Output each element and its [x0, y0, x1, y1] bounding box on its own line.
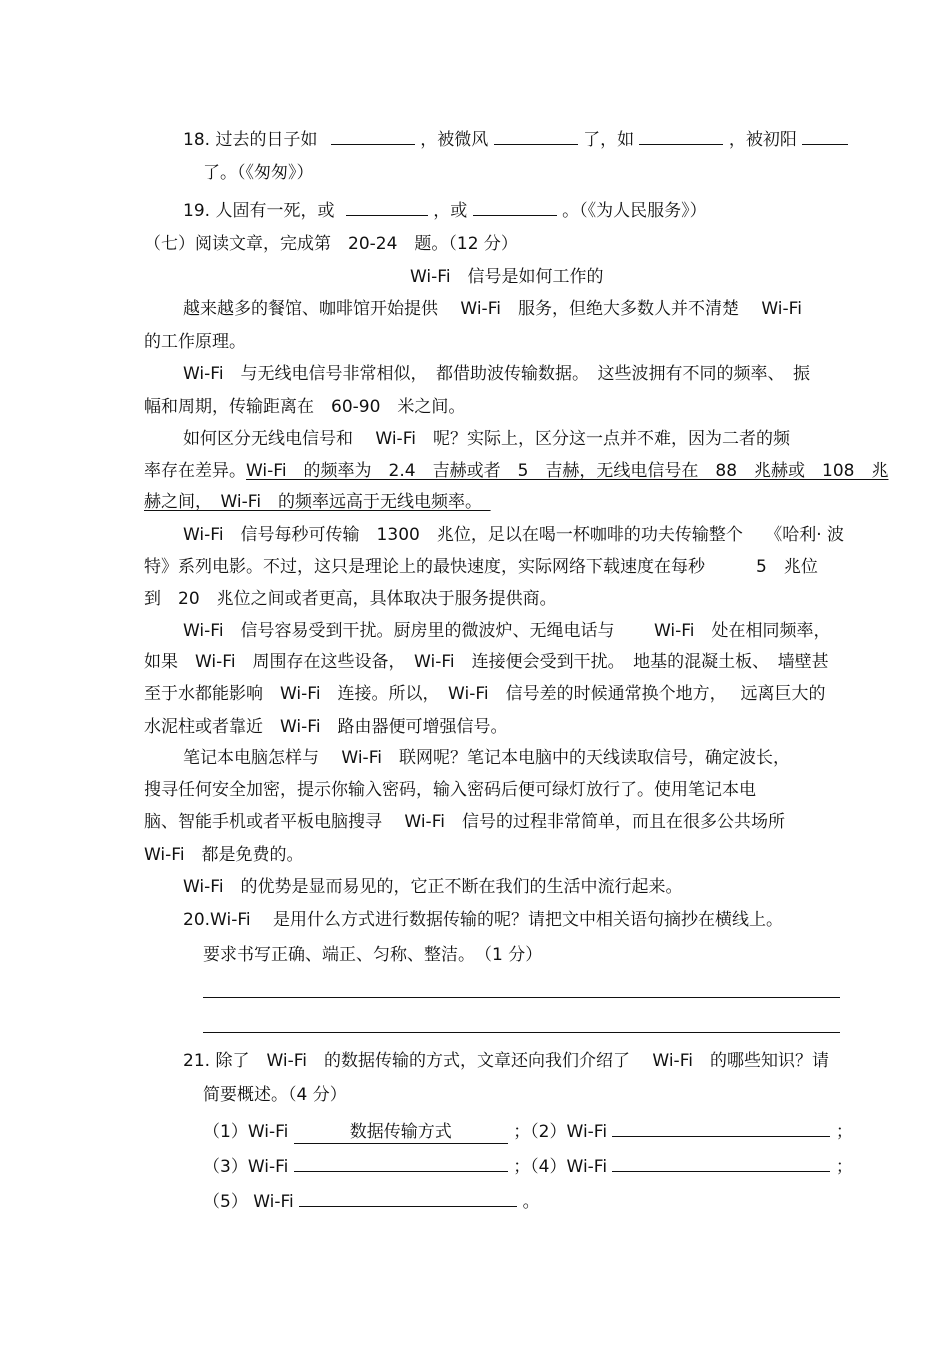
article-p6-line-2: 搜寻任何安全加密，提示你输入密码，输入密码后便可绿灯放行了。使用笔记本电: [144, 780, 756, 800]
q18-text-a: 18. 过去的日子如: [183, 130, 318, 150]
article-p4-line-1: Wi-Fi 信号每秒可传输 1300 兆位，足以在喝一杯咖啡的功夫传输整个 《哈利· 波: [183, 525, 845, 545]
article-p1-line-1: 越来越多的餐馆、咖啡馆开始提供 Wi-Fi 服务，但绝大多数人并不清楚 Wi-Fi: [183, 299, 802, 319]
q21-item-3-label: （3）Wi-Fi: [203, 1157, 289, 1177]
question-18-line-1: [183, 128, 848, 151]
q19-blank-1[interactable]: [346, 199, 428, 216]
article-p1-line-2: 的工作原理。: [144, 332, 246, 352]
q21-row-3: [203, 1190, 540, 1213]
q21-semicolon-1: ；: [835, 1122, 853, 1142]
q18-blank-4[interactable]: [802, 128, 848, 145]
q21-item-5-blank[interactable]: [299, 1190, 517, 1207]
q21-row-1: [203, 1120, 853, 1144]
q21-item-2-label: ；（2）Wi-Fi: [513, 1122, 608, 1142]
article-p3-plain: 率存在差异。: [144, 461, 246, 481]
q21-item-1-answer[interactable]: 数据传输方式: [294, 1121, 508, 1144]
question-20-line-1: 20.Wi-Fi 是用什么方式进行数据传输的呢？请把文中相关语句摘抄在横线上。: [183, 910, 783, 930]
q18-text-d: ，被初阳: [728, 130, 797, 150]
article-p5-line-2: 如果 Wi-Fi 周围存在这些设备， Wi-Fi 连接便会受到干扰。 地基的混凝土板、 墙壁甚: [144, 652, 829, 672]
question-19: [183, 199, 707, 222]
question-18-line-2: 了。（《匆匆》）: [203, 163, 314, 183]
question-21-line-1: 21. 除了 Wi-Fi 的数据传输的方式，文章还向我们介绍了 Wi-Fi 的哪些知识？请: [183, 1051, 829, 1071]
article-p3-line-2: [144, 460, 889, 482]
article-p3-underlined-1: Wi-Fi 的频率为 2.4 吉赫或者 5 吉赫，无线电信号在 88 兆赫或 108 兆: [246, 461, 889, 481]
q19-text-a: 19. 人固有一死，或: [183, 201, 335, 221]
q18-text-b: ，被微风: [420, 130, 489, 150]
article-p2-line-1: Wi-Fi 与无线电信号非常相似， 都借助波传输数据。 这些波拥有不同的频率、 振: [183, 364, 811, 384]
q21-item-1-label: （1）Wi-Fi: [203, 1122, 289, 1142]
q21-item-2-blank[interactable]: [612, 1120, 830, 1137]
q18-blank-1[interactable]: [331, 128, 415, 145]
article-p6-line-3: 脑、智能手机或者平板电脑搜寻 Wi-Fi 信号的过程非常简单，而且在很多公共场所: [144, 812, 785, 832]
q20-answer-line-1[interactable]: [203, 997, 840, 998]
q21-item-4-blank[interactable]: [612, 1155, 830, 1172]
article-p3-line-1: 如何区分无线电信号和 Wi-Fi 呢？实际上，区分这一点并不难，因为二者的频: [183, 429, 790, 449]
q19-text-b: ，或: [433, 201, 468, 221]
article-p5-line-4: 水泥柱或者靠近 Wi-Fi 路由器便可增强信号。: [144, 717, 508, 737]
q19-text-c: 。（《为人民服务》）: [562, 201, 707, 221]
article-p4-line-2: 特》系列电影。不过，这只是理论上的最快速度，实际网络下载速度在每秒 5 兆位: [144, 557, 818, 577]
section-heading: （七）阅读文章，完成第 20-24 题。（12 分）: [144, 234, 518, 254]
article-p6-line-4: Wi-Fi 都是免费的。: [144, 845, 304, 865]
q18-blank-3[interactable]: [639, 128, 723, 145]
article-p3-underlined-2: 赫之间， Wi-Fi 的频率远高于无线电频率。: [144, 492, 491, 512]
q21-item-3-blank[interactable]: [294, 1155, 508, 1172]
article-p7: Wi-Fi 的优势是显而易见的，它正不断在我们的生活中流行起来。: [183, 877, 683, 897]
article-title: Wi-Fi 信号是如何工作的: [410, 267, 604, 287]
q18-blank-2[interactable]: [494, 128, 578, 145]
article-p4-line-3: 到 20 兆位之间或者更高，具体取决于服务提供商。: [144, 589, 557, 609]
q21-semicolon-2: ；: [835, 1157, 853, 1177]
q20-answer-line-2[interactable]: [203, 1032, 840, 1033]
q21-period: 。: [522, 1192, 540, 1212]
question-21-line-2: 简要概述。（4 分）: [203, 1085, 347, 1105]
question-20-line-2: 要求书写正确、端正、匀称、整洁。 （1 分）: [203, 945, 543, 965]
q21-item-5-label: （5） Wi-Fi: [203, 1192, 294, 1212]
article-p3-line-3: [144, 491, 491, 513]
article-p5-line-3: 至于水都能影响 Wi-Fi 连接。所以， Wi-Fi 信号差的时候通常换个地方， 远离巨大的: [144, 684, 826, 704]
article-p6-line-1: 笔记本电脑怎样与 Wi-Fi 联网呢？笔记本电脑中的天线读取信号，确定波长，: [183, 748, 790, 768]
article-p2-line-2: 幅和周期，传输距离在 60-90 米之间。: [144, 397, 466, 417]
q21-row-2: [203, 1155, 853, 1178]
q18-text-c: 了，如: [583, 130, 635, 150]
q19-blank-2[interactable]: [473, 199, 557, 216]
q21-item-4-label: ；（4）Wi-Fi: [513, 1157, 608, 1177]
article-p5-line-1: Wi-Fi 信号容易受到干扰。厨房里的微波炉、无绳电话与 Wi-Fi 处在相同频率，: [183, 621, 831, 641]
